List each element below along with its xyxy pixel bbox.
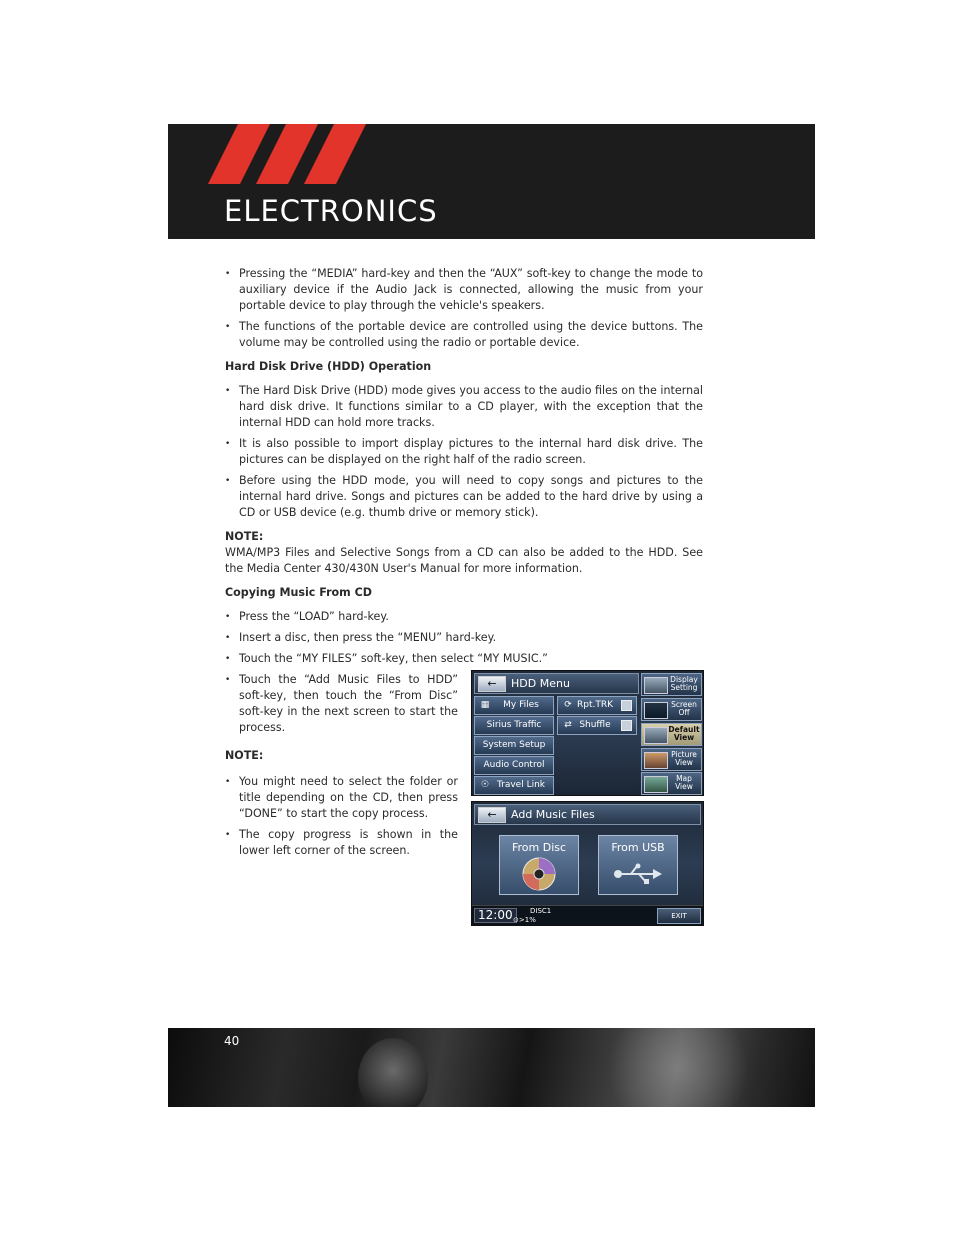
section-heading-copy: Copying Music From CD [225, 586, 372, 599]
travel-link-button[interactable]: ☉ Travel Link [474, 776, 554, 795]
screen-off-icon [644, 702, 668, 719]
sirius-traffic-button[interactable]: Sirius Traffic [474, 716, 554, 735]
list-item: • You might need to select the folder or title depending on the CD, then press “DONE” to start the copy process. [225, 774, 458, 822]
back-arrow-icon[interactable]: ← [478, 676, 506, 692]
hdd-menu-screen [471, 670, 704, 796]
screen-title: HDD Menu [511, 677, 570, 690]
narrow-column [225, 672, 458, 859]
clock: 12:00 [474, 908, 517, 923]
note-text: WMA/MP3 Files and Selective Songs from a CD can also be added to the HDD. See the Media Center 430/430N User's Manual for more information. [225, 546, 703, 575]
disc-icon [521, 856, 557, 892]
system-setup-button[interactable]: System Setup [474, 736, 554, 755]
picture-view-button[interactable]: Picture View [641, 748, 702, 771]
list-item: • The functions of the portable device are controlled using the device buttons. The volume may be controlled using the radio or portable device. [225, 319, 703, 351]
list-item: • Touch the “Add Music Files to HDD” soft-key, then touch the “From Disc” soft-key in the next screen to start the process. [225, 672, 458, 736]
audio-control-button[interactable]: Audio Control [474, 756, 554, 775]
list-item: • It is also possible to import display pictures to the internal hard disk drive. The pictures can be displayed on the right half of the radio screen. [225, 436, 703, 468]
footer-photo-band [168, 1028, 815, 1107]
screen-off-button[interactable]: Screen Off [641, 698, 702, 721]
map-view-button[interactable]: Map View [641, 772, 702, 795]
note-label: NOTE: [225, 749, 264, 762]
screen-title-bar [474, 804, 701, 825]
list-item: • Touch the “MY FILES” soft-key, then select “MY MUSIC.” [225, 651, 703, 667]
display-setting-icon [644, 677, 668, 694]
usb-icon [613, 862, 663, 886]
repeat-checkbox[interactable] [621, 700, 632, 711]
from-disc-button[interactable]: From Disc [499, 835, 579, 895]
shuffle-button[interactable]: ⇄ Shuffle [557, 716, 637, 735]
status-bar [472, 905, 703, 925]
footer-photo-highlight [598, 1028, 758, 1107]
add-music-files-screen [471, 801, 704, 926]
exit-button[interactable]: EXIT [657, 908, 701, 924]
section-heading-hdd: Hard Disk Drive (HDD) Operation [225, 360, 432, 373]
disc-label: DISC1 [530, 907, 552, 915]
list-item: • Pressing the “MEDIA” hard-key and then the “AUX” soft-key to change the mode to auxiliary device if the Audio Jack is connected, allowing the music from your portable device to play through the vehicle's speakers. [225, 266, 703, 314]
list-item: • Insert a disc, then press the “MENU” hard-key. [225, 630, 703, 646]
repeat-icon: ⟳ [564, 700, 572, 710]
display-setting-button[interactable]: Display Setting [641, 673, 702, 696]
list-item: • Press the “LOAD” hard-key. [225, 609, 703, 625]
picture-view-icon [644, 752, 668, 769]
repeat-track-button[interactable]: ⟳ Rpt.TRK [557, 696, 637, 715]
travel-link-icon: ☉ [480, 780, 490, 790]
list-item: • Before using the HDD mode, you will need to copy songs and pictures to the internal hard drive. Songs and pictures can be added to the hard drive by using a CD or USB device (e.g. thumb drive or memory stick). [225, 473, 703, 521]
shuffle-icon: ⇄ [564, 720, 572, 730]
progress-disc-icon: ⊙> [513, 916, 525, 924]
footer-photo [358, 1038, 428, 1107]
default-view-icon [644, 727, 668, 744]
screen-title: Add Music Files [511, 808, 595, 821]
from-usb-button[interactable]: From USB [598, 835, 678, 895]
chapter-header [168, 124, 815, 239]
default-view-button[interactable]: Default View [641, 723, 702, 746]
files-icon: ▦ [480, 700, 490, 710]
list-item: • The copy progress is shown in the lower left corner of the screen. [225, 827, 458, 859]
map-view-icon [644, 776, 668, 793]
shuffle-checkbox[interactable] [621, 720, 632, 731]
page-number: 40 [224, 1034, 240, 1048]
copy-progress: ⊙>1% [513, 916, 536, 924]
chapter-title: ELECTRONICS [224, 194, 438, 228]
my-files-button[interactable]: ▦ My Files [474, 696, 554, 715]
list-item: • The Hard Disk Drive (HDD) mode gives you access to the audio files on the internal hard disk drive. It functions similar to a CD player, with the exception that the internal HDD can hold more tracks. [225, 383, 703, 431]
note-label: NOTE: [225, 530, 264, 543]
screen-title-bar [474, 673, 639, 694]
back-arrow-icon[interactable]: ← [478, 807, 506, 823]
brand-stripes-logo [208, 124, 368, 184]
